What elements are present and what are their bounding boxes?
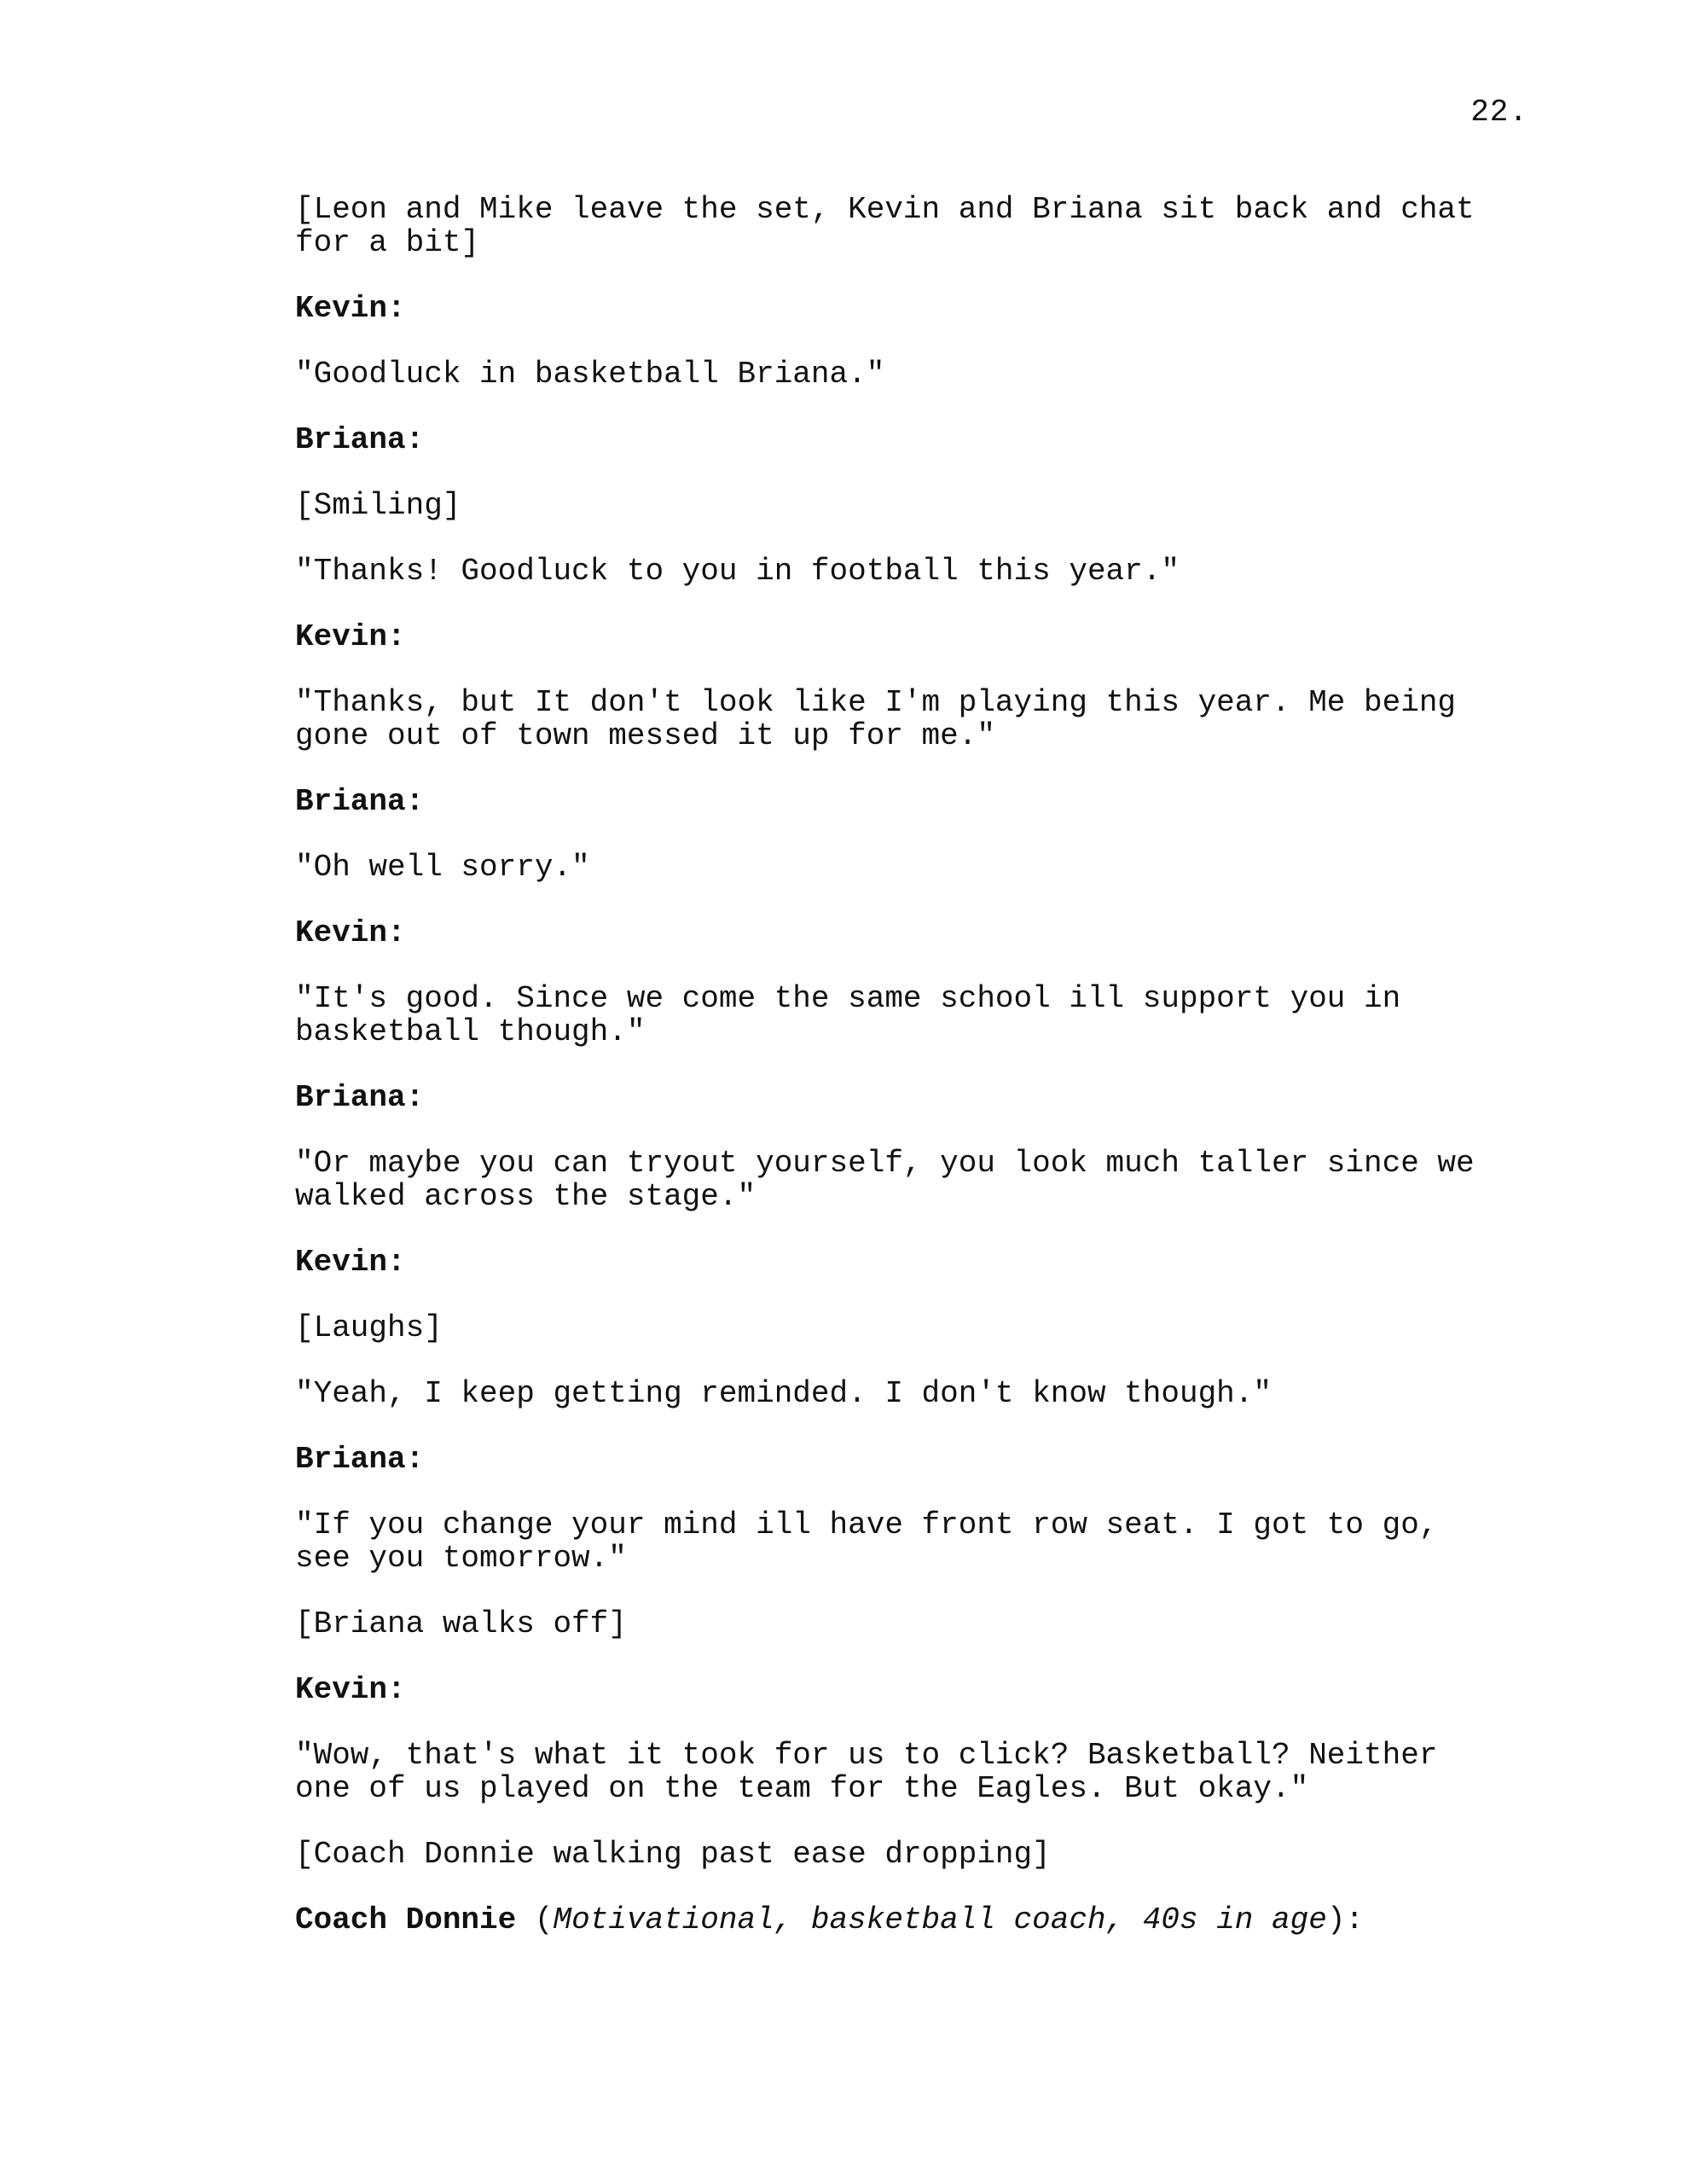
spacer [516, 1902, 535, 1937]
dialogue-line: "Yeah, I keep getting reminded. I don't know though." [295, 1376, 1272, 1411]
dialogue-line: "Thanks, but It don't look like I'm playing this year. Me being gone out of town messed it up for me." [295, 685, 1457, 753]
dialogue-line: "Oh well sorry." [295, 850, 590, 885]
character-description: Motivational, basketball coach, 40s in age [553, 1902, 1327, 1937]
page-number: 22. [1470, 95, 1528, 130]
action-line: [Laughs] [295, 1310, 443, 1345]
speaker-name: Coach Donnie [295, 1902, 517, 1937]
paren-open: ( [534, 1902, 554, 1937]
speaker-name: Briana: [295, 784, 425, 819]
script-body [295, 193, 1506, 1969]
dialogue-line: "It's good. Since we come the same school ill support you in basketball though." [295, 981, 1401, 1049]
speaker-name: Kevin: [295, 1672, 406, 1707]
action-line: [Smiling] [295, 488, 461, 523]
dialogue-line: "Or maybe you can tryout yourself, you look much taller since we walked across the stage." [295, 1146, 1475, 1214]
speaker-name: Briana: [295, 422, 425, 457]
speaker-name: Kevin: [295, 915, 406, 950]
dialogue-line: "Goodluck in basketball Briana." [295, 357, 885, 392]
speaker-name: Kevin: [295, 1245, 406, 1280]
final-speaker-line [295, 1903, 1506, 1937]
dialogue-line: "Wow, that's what it took for us to click? Basketball? Neither one of us played on the team for the Eagles. But okay." [295, 1738, 1438, 1806]
speaker-name: Briana: [295, 1080, 425, 1115]
action-line: [Briana walks off] [295, 1606, 627, 1641]
dialogue-line: "Thanks! Goodluck to you in football this year." [295, 554, 1180, 589]
speaker-name: Kevin: [295, 619, 406, 654]
action-line: [Coach Donnie walking past ease dropping] [295, 1837, 1051, 1872]
dialogue-line: "If you change your mind ill have front row seat. I got to go, see you tomorrow." [295, 1507, 1438, 1576]
speaker-name: Kevin: [295, 291, 406, 326]
speaker-name: Briana: [295, 1442, 425, 1477]
paren-close: ): [1326, 1902, 1365, 1937]
action-line: [Leon and Mike leave the set, Kevin and Briana sit back and chat for a bit] [295, 192, 1475, 260]
